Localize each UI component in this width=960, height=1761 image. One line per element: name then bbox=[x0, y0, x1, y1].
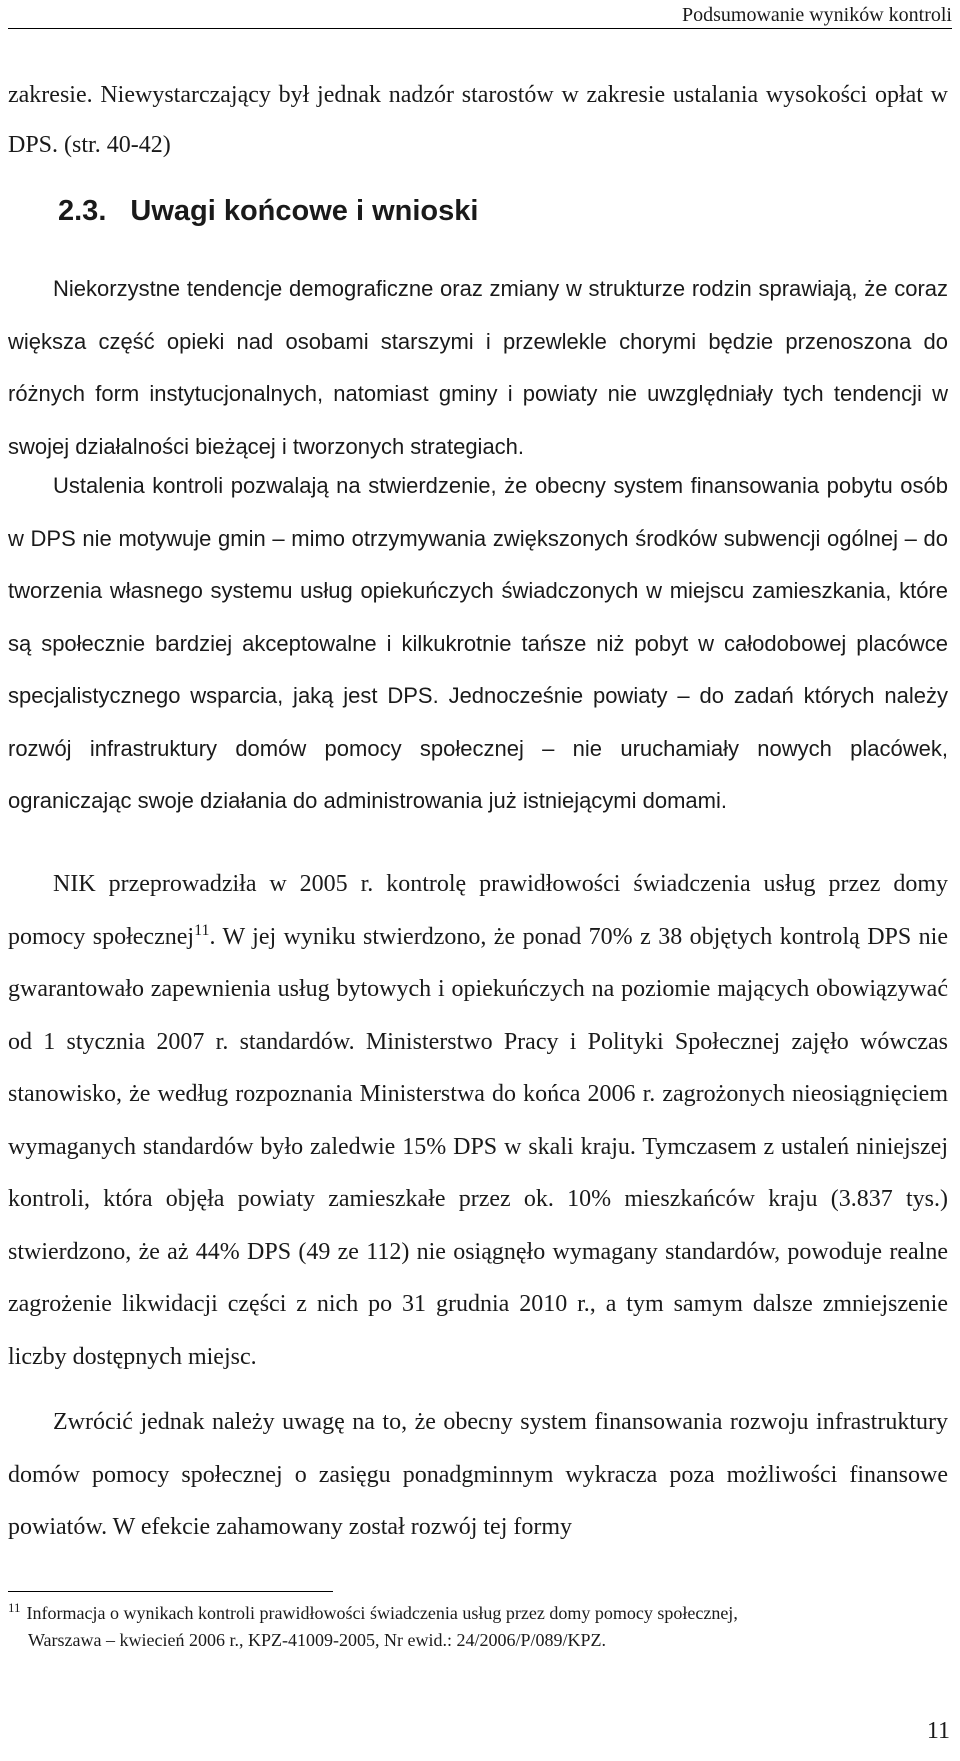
section-heading bbox=[58, 195, 478, 228]
paragraph-financing-findings: Ustalenia kontroli pozwalają na stwierdzenie, że obecny system finansowania pobytu osób w DPS nie motywuje gmin – mimo otrzymywania zwiększonych środków subwencji ogólnej – do tworzenia własnego systemu usług opiekuńczych świadczonych w miejscu zamieszkania, które są społecznie bardziej akceptowalne i kilkukrotnie tańsze niż pobyt w całodobowej placówce specjalistycznego wsparcia, jaką jest DPS. Jednocześnie powiaty – do zadań których należy rozwój infrastruktury domów pomocy społecznej – nie uruchamiały nowych placówek, ograniczając swoje działania do administrowania już istniejącymi domami. bbox=[8, 473, 948, 813]
footnote bbox=[8, 1600, 948, 1654]
paragraph-nik-audit-text-cont: . W jej wyniku stwierdzono, że ponad 70% z 38 objętych kontrolą DPS nie gwarantowało zapewnienia usług bytowych i opiekuńczych na poziomie mających obowiązywać od 1 stycznia 2007 r. standardów. Ministerstwo Pracy i Polityki Społecznej zajęło wówczas stanowisko, że według rozpoznania Ministerstwa do końca 2006 r. zagrożonych nieosiągnięciem wymaganych standardów było zaledwie 15% DPS w skali kraju. Tymczasem z ustaleń niniejszej kontroli, która objęła powiaty zamieszkałe przez ok. 10% mieszkańców kraju (3.837 tys.) stwierdzono, że aż 44% DPS (49 ze 112) nie osiągnęło wymagany standardów, powoduje realne zagrożenie likwidacji części z nich po 31 grudnia 2010 r., a tym samym dalsze zmniejszenie liczby dostępnych miejsc. bbox=[8, 923, 948, 1370]
paragraph-demographic-trends: Niekorzystne tendencje demograficzne oraz zmiany w strukturze rodzin sprawiają, że coraz większa część opieki nad osobami starszymi i przewlekle chorymi będzie przenoszona do różnych form instytucjonalnych, natomiast gminy i powiaty nie uwzględniały tych tendencji w swojej działalności bieżącej i tworzonych strategiach. bbox=[8, 276, 948, 459]
running-header bbox=[8, 0, 952, 29]
paragraph-nik-audit-text: NIK przeprowadziła w 2005 r. kontrolę prawidłowości świadczenia usług przez domy pomocy społecznej bbox=[8, 871, 948, 950]
page-number: 11 bbox=[926, 1718, 950, 1744]
section-title: Uwagi końcowe i wnioski bbox=[130, 195, 479, 227]
footnote-line-2: Warszawa – kwiecień 2006 r., KPZ-41009-2005, Nr ewid.: 24/2006/P/089/KPZ. bbox=[28, 1630, 606, 1650]
paragraph-nik-audit bbox=[8, 858, 948, 1383]
footnote-separator bbox=[8, 1591, 333, 1592]
footnote-line-1: Informacja o wynikach kontroli prawidłowości świadczenia usług przez domy pomocy społecznej, bbox=[26, 1603, 738, 1623]
section-number: 2.3. bbox=[58, 195, 107, 227]
footnote-number: 11 bbox=[8, 1600, 21, 1615]
paragraph-infrastructure: Zwrócić jednak należy uwagę na to, że obecny system finansowania rozwoju infrastruktury domów pomocy społecznej o zasięgu ponadgminnym wykracza poza możliwości finansowe powiatów. W efekcie zahamowany został rozwój tej formy bbox=[8, 1409, 948, 1540]
running-title: Podsumowanie wyników kontroli bbox=[682, 4, 952, 26]
paragraph-continuation: zakresie. Niewystarczający był jednak nadzór starostów w zakresie ustalania wysokości opłat w DPS. (str. 40-42) bbox=[8, 82, 948, 158]
footnote-reference: 11 bbox=[194, 921, 210, 939]
